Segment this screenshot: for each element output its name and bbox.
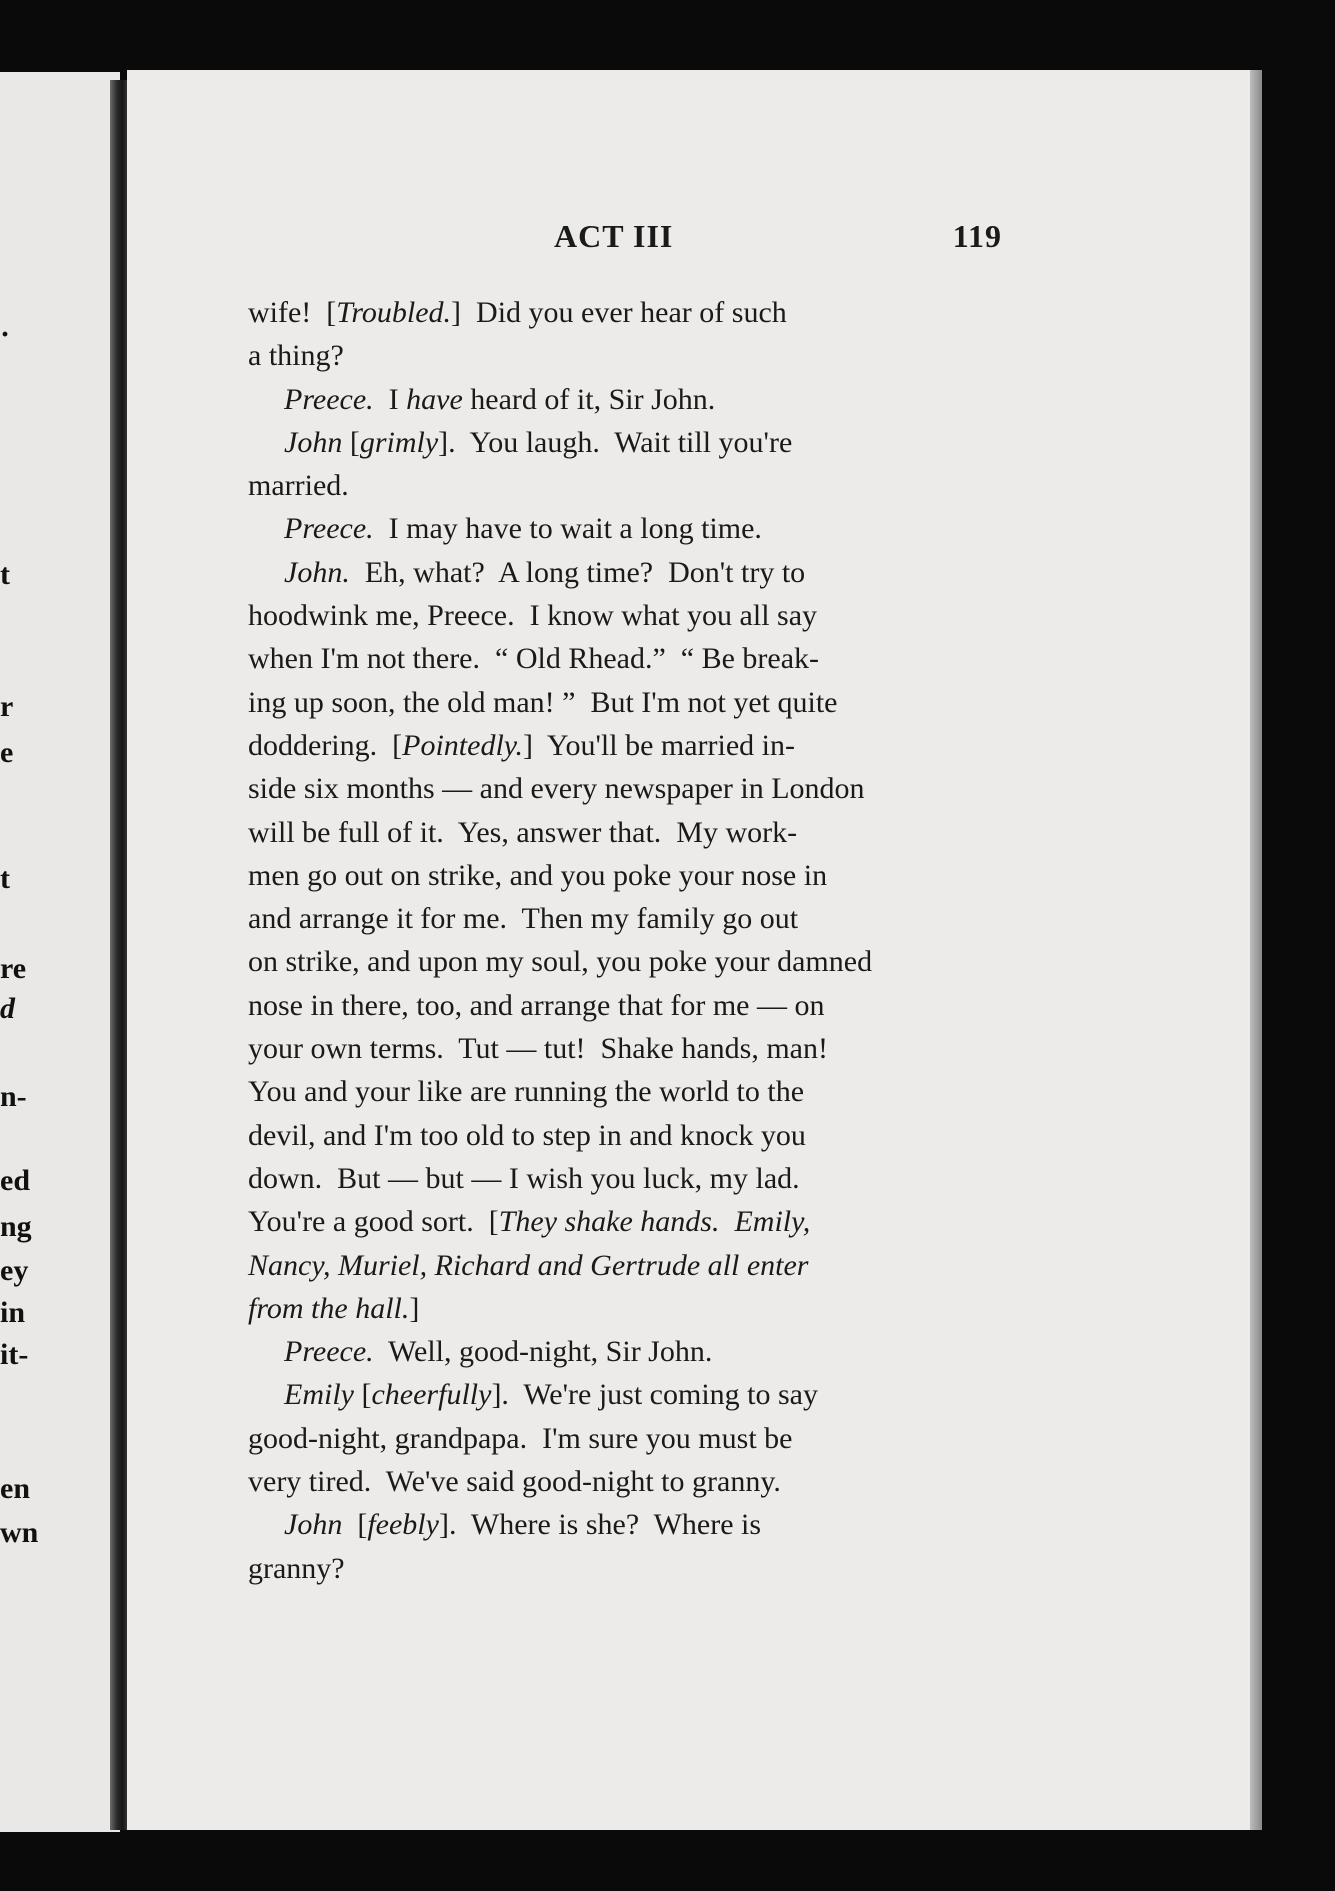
- text-line: your own terms. Tut — tut! Shake hands, man!: [248, 1032, 828, 1066]
- text-line: You and your like are running the world to the: [248, 1075, 805, 1109]
- text-line: from the hall.]: [248, 1291, 420, 1325]
- page-edge-shadow: [1250, 70, 1262, 1830]
- text-line: John. Eh, what? A long time? Don't try to: [284, 555, 806, 589]
- left-page-fragment: e: [0, 736, 14, 769]
- left-page-fragment: ·: [0, 318, 11, 351]
- text-line: John [feebly]. Where is she? Where is: [284, 1508, 762, 1542]
- text-line: very tired. We've said good-night to granny.: [248, 1465, 781, 1499]
- left-page-fragment: n-: [0, 1080, 27, 1113]
- text-line: when I'm not there. “ Old Rhead.” “ Be break-: [248, 642, 820, 676]
- text-line: and arrange it for me. Then my family go out: [248, 902, 799, 936]
- left-page-fragment: ey: [0, 1254, 29, 1287]
- text-line: Preece. I may have to wait a long time.: [284, 512, 762, 546]
- text-line: down. But — but — I wish you luck, my lad.: [248, 1161, 800, 1195]
- text-line: You're a good sort. [They shake hands. Emily,: [248, 1205, 811, 1239]
- left-page-fragment: wn: [0, 1516, 39, 1549]
- text-line: men go out on strike, and you poke your nose in: [248, 858, 828, 892]
- running-header: [248, 218, 1002, 258]
- text-line: Preece. Well, good-night, Sir John.: [284, 1335, 713, 1369]
- text-line: devil, and I'm too old to step in and knock you: [248, 1118, 806, 1152]
- text-line: good-night, grandpapa. I'm sure you must be: [248, 1421, 793, 1455]
- left-page-fragment: t: [0, 558, 10, 591]
- text-line: wife! [Troubled.] Did you ever hear of such: [248, 296, 787, 329]
- left-page-fragment: re: [0, 952, 27, 985]
- left-page-fragment: d: [0, 992, 15, 1025]
- text-line: married.: [248, 469, 349, 503]
- left-page-fragment: it-: [0, 1338, 29, 1371]
- text-line: side six months — and every newspaper in London: [248, 772, 865, 806]
- text-line: Preece. I have heard of it, Sir John.: [284, 382, 716, 416]
- left-page-fragment: r: [0, 690, 14, 723]
- left-page-fragment: ng: [0, 1210, 32, 1243]
- left-page-fragment: in: [0, 1296, 26, 1329]
- text-line: nose in there, too, and arrange that for me — on: [248, 988, 825, 1022]
- text-line: doddering. [Pointedly.] You'll be married in-: [248, 728, 795, 762]
- text-line: ing up soon, the old man! ” But I'm not yet quite: [248, 685, 838, 719]
- book-gutter: [110, 80, 128, 1830]
- left-page-fragment: en: [0, 1472, 30, 1505]
- text-line: granny?: [248, 1551, 345, 1585]
- running-head-title: ACT III: [554, 218, 674, 254]
- left-page-fragment: ed: [0, 1164, 30, 1197]
- text-line: will be full of it. Yes, answer that. My work-: [248, 815, 798, 849]
- text-line: Nancy, Muriel, Richard and Gertrude all enter: [248, 1248, 809, 1282]
- page-number: 119: [952, 218, 1002, 254]
- text-line: hoodwink me, Preece. I know what you all say: [248, 599, 818, 633]
- text-line: on strike, and upon my soul, you poke your damned: [248, 945, 873, 979]
- text-line: John [grimly]. You laugh. Wait till you're: [284, 425, 793, 459]
- text-line: Emily [cheerfully]. We're just coming to say: [284, 1378, 818, 1412]
- text-line: a thing?: [248, 339, 344, 373]
- left-page-fragment: t: [0, 862, 10, 895]
- play-text: [248, 291, 1002, 1590]
